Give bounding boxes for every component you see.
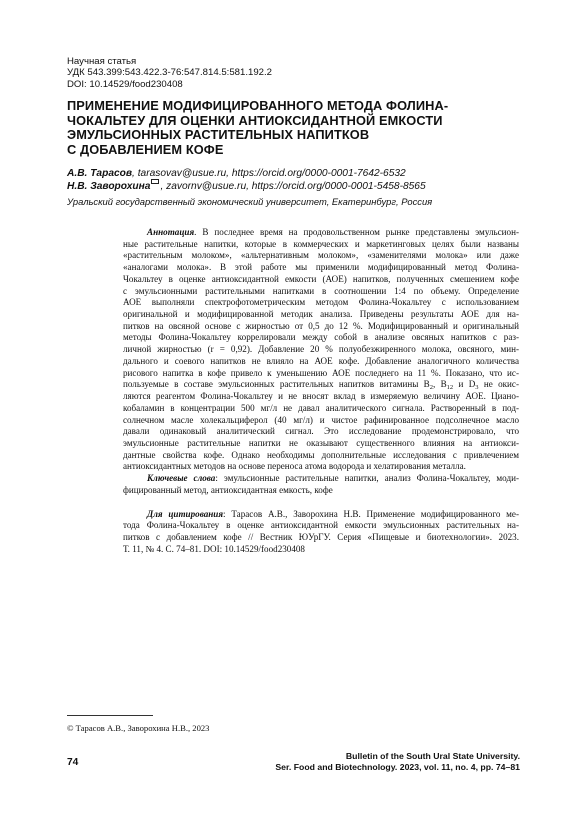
author-entry <box>67 168 537 181</box>
citation-line: тода Фолина-Чокальтеу в оценке антиоксидантной емкости эмульсионных растительных на- <box>123 520 519 531</box>
keywords-line: фицированный метод, антиоксидантная емкость, кофе <box>123 484 333 495</box>
title-line: ЭМУЛЬСИОННЫХ РАСТИТЕЛЬНЫХ НАПИТКОВ <box>67 127 370 143</box>
spacer <box>123 497 519 509</box>
abstract-line: личной жирностью (r = 0,92). Добавление 20 % полуобезжиренного молока, овсяного, мин- <box>123 344 519 355</box>
doi: DOI: 10.14529/food230408 <box>67 78 183 90</box>
citation-label: Для цитирования <box>147 508 224 519</box>
title-line: ПРИМЕНЕНИЕ МОДИФИЦИРОВАННОГО МЕТОДА ФОЛИНА- <box>67 98 449 113</box>
affiliation: Уральский государственный экономический университет, Екатеринбург, Россия <box>67 196 433 207</box>
author-name: Н.В. Заворохина <box>67 180 151 192</box>
abstract-line: дантные свойства кофе. Однако необходимы дополнительные исследования с привлечением <box>123 449 519 460</box>
citation-line: питков с добавлением кофе // Вестник ЮУрГУ. Серия «Пищевые и биотехнологии». 2023. <box>123 531 519 542</box>
abstract-section <box>123 227 519 555</box>
abstract-line: ляются реагентом Фолина-Чокальтеу и не вносят вклад в измеряемую величину АОЕ. Циано- <box>123 391 519 402</box>
keywords-line: Ключевые слова: эмульсионные растительные напитки, анализ Фолина-Чокальтеу, моди- <box>147 473 519 484</box>
abstract-line: «аналогами молока». В этой работе мы применили модифицированный метод Фолина- <box>123 262 519 273</box>
abstract-label: Аннотация <box>147 227 195 237</box>
journal-series: Ser. Food and Biotechnology. 2023, vol. 11, no. 4, pp. 74–81 <box>275 761 520 772</box>
journal-name: Bulletin of the South Ural State University. <box>345 751 520 761</box>
author-details: , zavornv@usue.ru, https://orcid.org/0000-0001-5458-8565 <box>160 180 426 192</box>
abstract-line: солнечном масле холекальциферол (40 мг/л) и чистое рафинированное подсолнечное масло <box>123 414 519 425</box>
abstract-line: антиоксидантных методов на основе переноса атома водорода и хелатирования металла. <box>123 461 466 472</box>
udk-code: УДК 543.399:543.422.3-76:547.814.5:581.192.2 <box>67 67 272 79</box>
abstract-line: кобаламин в концентрации 500 мг/л не давал аналитического сигнала. Растворенный в под- <box>123 402 519 413</box>
footnote-divider <box>67 715 153 716</box>
copyright-notice: © Тарасов А.В., Заворохина Н.В., 2023 <box>67 723 210 733</box>
citation-line: Для цитирования: Тарасов А.В., Заворохина Н.В. Применение модифицированного ме- <box>147 508 520 519</box>
abstract-line: питков на овсяной основе с жирностью от 0,5 до 12 %. Модифицированный и оригинальный <box>123 320 519 331</box>
title-line: С ДОБАВЛЕНИЕМ КОФЕ <box>67 141 224 157</box>
abstract-line: давали одинаковый аналитический сигнал. Это исследование продемонстрировало, что <box>123 426 519 437</box>
abstract-line: оригинальной и модифицированной методик анализа. Приведены результаты АОЕ для на- <box>123 309 519 320</box>
title-line: ЧОКАЛЬТЕУ ДЛЯ ОЦЕНКИ АНТИОКСИДАНТНОЙ ЕМКОСТИ <box>67 112 443 128</box>
article-type: Научная статья <box>67 56 137 67</box>
abstract-line: методы Фолина-Чокальтеу коррелировали между собой в анализе овсяных напитков с раз- <box>123 332 519 343</box>
article-title <box>67 99 537 157</box>
author-details: , tarasovav@usue.ru, https://orcid.org/0000-0001-7642-6532 <box>132 168 406 179</box>
citation-line: Т. 11, № 4. С. 74–81. DOI: 10.14529/food230408 <box>123 543 305 554</box>
author-list <box>67 168 537 193</box>
abstract-line: Аннотация. В последнее время на продовольственном рынке представлены эмульсион- <box>147 227 519 237</box>
abstract-line: АОЕ выполняли спектрофотометрическим методом Фолина-Чокальтеу с использованием <box>123 297 519 308</box>
author-name: А.В. Тарасов <box>67 168 133 179</box>
author-entry <box>67 181 537 194</box>
abstract-line: пользуемые в составе эмульсионных растительных напитков витамины $B_2$, $B_{12}$ и $D_3$ не окис- <box>123 379 519 392</box>
keywords-label: Ключевые слова <box>147 473 216 484</box>
abstract-line: с эмульсионными растительными напитками в соотношении 1:4 по объему. Определение <box>123 285 519 296</box>
article-header <box>67 56 537 90</box>
abstract-line: дального и соевого напитков не влияло на АОЕ кофе. Добавление аналогичного количества <box>123 355 519 366</box>
envelope-icon <box>151 179 159 184</box>
abstract-line: ные растительные напитки, которые в коммерческих и маркетинговых целях были названы <box>123 238 519 249</box>
journal-footer <box>275 751 520 772</box>
abstract-line: Чокальтеу в оценке антиоксидантной емкости (АОЕ) напитков, полученных смешением кофе <box>123 273 519 284</box>
abstract-line: эмульсионные растительные напитки не оказывают существенного влияния на антиокси- <box>123 437 519 448</box>
abstract-line: «растительным молоком», «альтернативным молоком», «заменителями молока» или даже <box>123 250 519 261</box>
page-number: 74 <box>67 757 79 768</box>
abstract-line: рисового напитка в кофе привело к уменьшению АОЕ последнего на 11 %. Показано, что ис- <box>123 367 519 378</box>
